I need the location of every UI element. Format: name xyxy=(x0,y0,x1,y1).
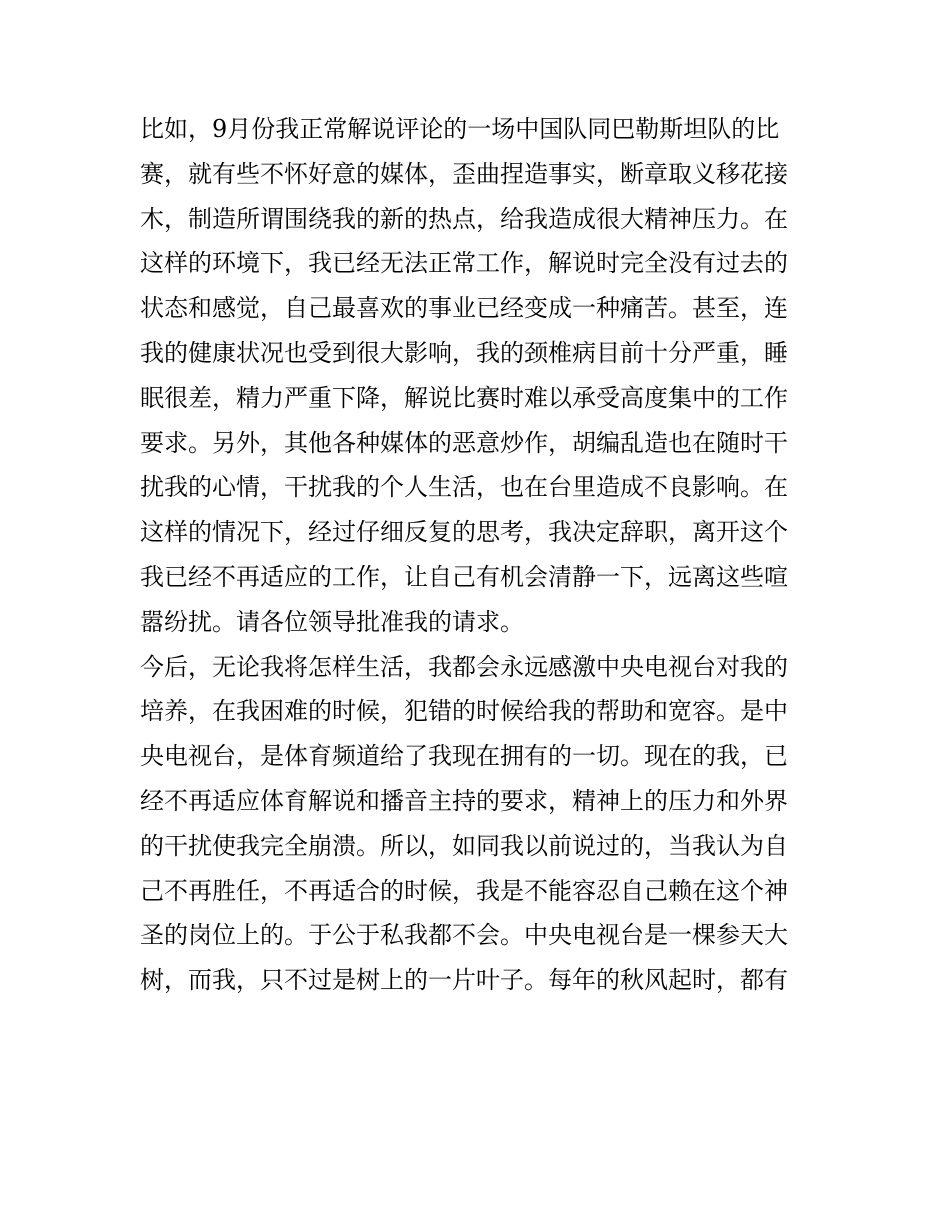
text-line: 今后，无论我将怎样生活，我都会永远感激中央电视台对我的 xyxy=(140,652,788,681)
text-line: 眠很差，精力严重下降，解说比赛时难以承受高度集中的工作 xyxy=(140,383,788,412)
text-line: 这样的情况下，经过仔细反复的思考，我决定辞职，离开这个 xyxy=(140,518,788,547)
document-body-text xyxy=(140,107,812,1003)
text-line: 培养，在我困难的时候，犯错的时候给我的帮助和宽容。是中 xyxy=(140,697,788,726)
text-line: 圣的岗位上的。于公于私我都不会。中央电视台是一棵参天大 xyxy=(140,921,788,950)
text-line: 状态和感觉，自己最喜欢的事业已经变成一种痛苦。甚至，连 xyxy=(140,294,788,323)
text-line: 我已经不再适应的工作，让自己有机会清静一下，远离这些喧 xyxy=(140,562,788,591)
text-line: 树，而我，只不过是树上的一片叶子。每年的秋风起时，都有 xyxy=(140,966,788,995)
text-line: 嚣纷扰。请各位领导批准我的请求。 xyxy=(140,607,524,636)
text-line: 央电视台，是体育频道给了我现在拥有的一切。现在的我，已 xyxy=(140,742,788,771)
text-line: 赛，就有些不怀好意的媒体，歪曲捏造事实，断章取义移花接 xyxy=(140,159,788,188)
text-line: 要求。另外，其他各种媒体的恶意炒作，胡编乱造也在随时干 xyxy=(140,428,788,457)
text-line: 比如，9月份我正常解说评论的一场中国队同巴勒斯坦队的比 xyxy=(140,115,780,143)
text-line: 扰我的心情，干扰我的个人生活，也在台里造成不良影响。在 xyxy=(140,473,788,502)
text-line: 木，制造所谓围绕我的新的热点，给我造成很大精神压力。在 xyxy=(140,204,788,233)
text-line: 经不再适应体育解说和播音主持的要求，精神上的压力和外界 xyxy=(140,786,788,815)
text-line: 己不再胜任，不再适合的时候，我是不能容忍自己赖在这个神 xyxy=(140,876,788,905)
text-line: 我的健康状况也受到很大影响，我的颈椎病目前十分严重，睡 xyxy=(140,338,788,367)
text-line: 这样的环境下，我已经无法正常工作，解说时完全没有过去的 xyxy=(140,249,788,278)
text-line: 的干扰使我完全崩溃。所以，如同我以前说过的，当我认为自 xyxy=(140,831,788,860)
